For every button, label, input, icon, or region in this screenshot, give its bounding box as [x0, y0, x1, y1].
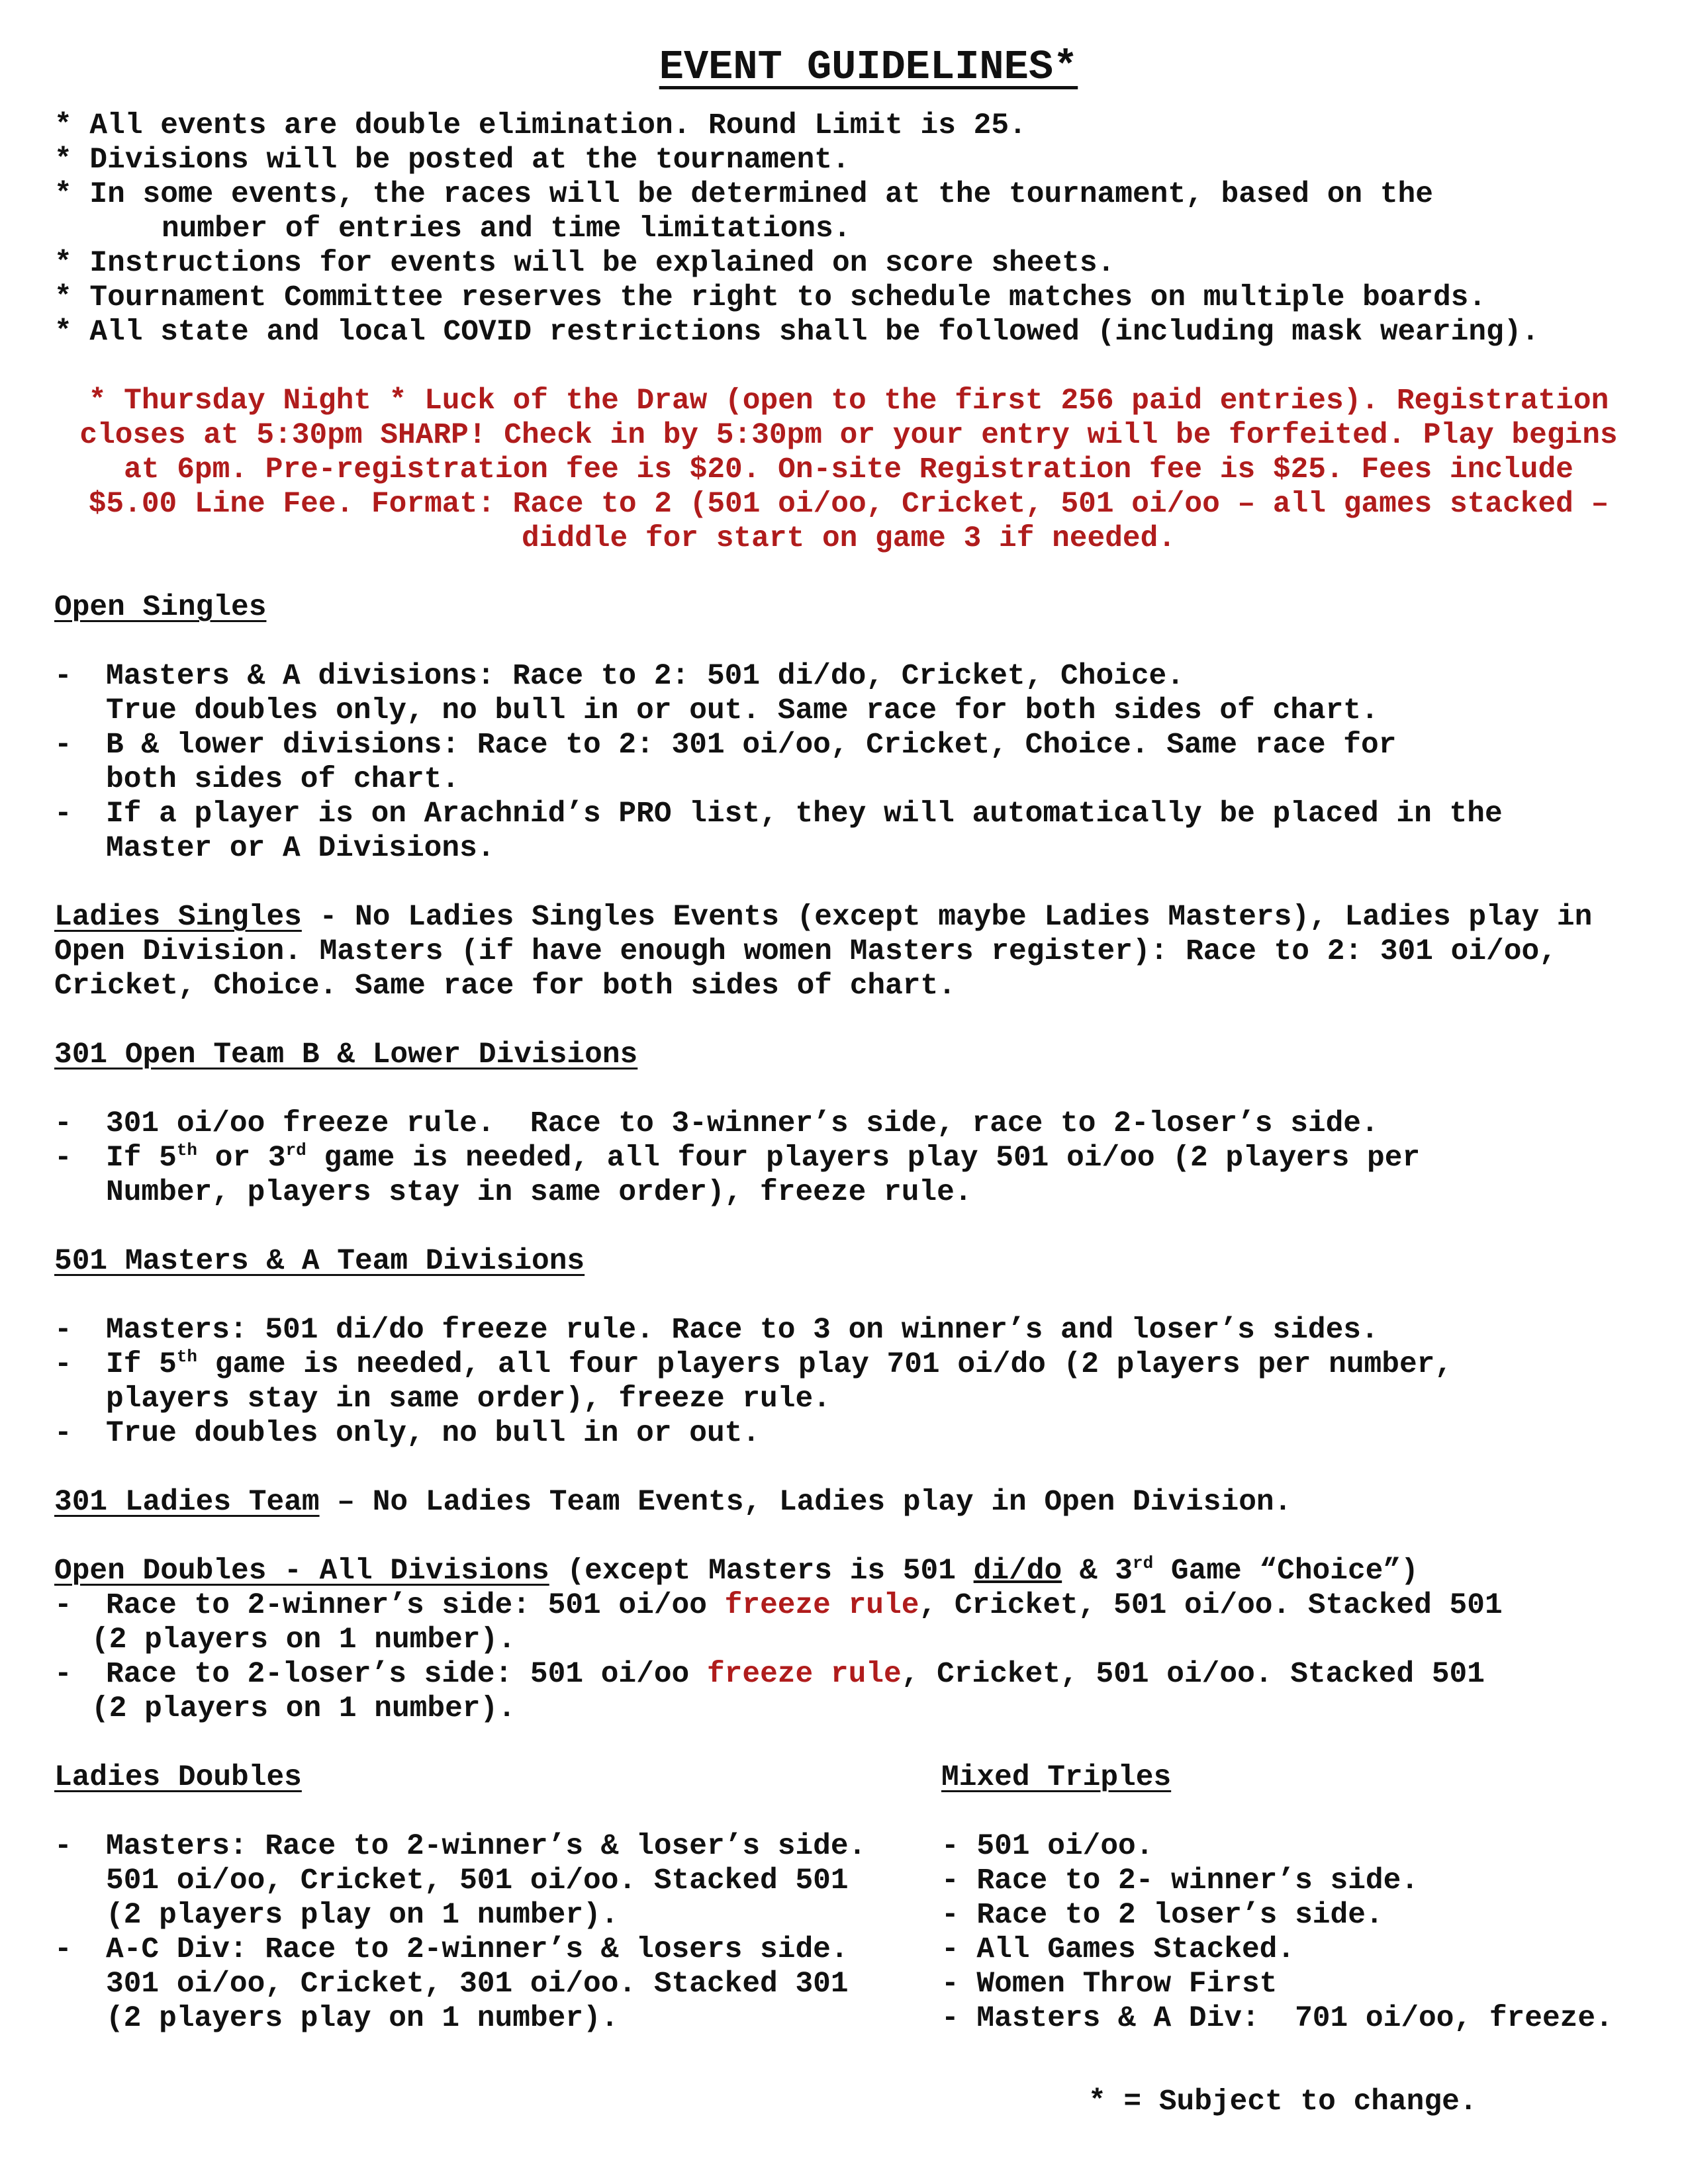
rule-item: - Race to 2-loser’s side: 501 oi/oo freeze rule, Cricket, 501 oi/oo. Stacked 501: [54, 1658, 1485, 1691]
rule-item: - B & lower divisions: Race to 2: 301 oi/oo, Cricket, Choice. Same race for: [54, 729, 1397, 762]
general-rule: * Instructions for events will be explained on score sheets.: [54, 247, 1115, 280]
rule-item-continued: players stay in same order), freeze rule.: [106, 1383, 831, 1416]
general-rule: * Tournament Committee reserves the right to schedule matches on multiple boards.: [54, 281, 1487, 314]
rule-item: - Race to 2 loser’s side.: [941, 1899, 1383, 1932]
section-heading: 501 Masters & A Team Divisions: [54, 1245, 585, 1278]
mixed-triples-section: [941, 1760, 1669, 2036]
rule-item: - Masters & A Div: 701 oi/oo, freeze.: [941, 2002, 1613, 2035]
general-rule: * In some events, the races will be determined at the tournament, based on the: [54, 178, 1433, 211]
rule-item-continued: 501 oi/oo, Cricket, 501 oi/oo. Stacked 501: [106, 1864, 849, 1897]
rule-item: - If 5th game is needed, all four players play 701 oi/do (2 players per number,: [54, 1347, 1453, 1381]
section-heading: Ladies Doubles: [54, 1761, 302, 1794]
ladies-team-301-section: 301 Ladies Team – No Ladies Team Events, Ladies play in Open Division.: [54, 1486, 1292, 1519]
masters-team-501-section: [54, 1244, 1643, 1451]
rule-item: - True doubles only, no bull in or out.: [54, 1417, 761, 1450]
open-doubles-section: Open Doubles - All Divisions (except Masters is 501 di/do & 3rd Game “Choice”) - Race to 2-winner’s side: 501 oi/oo freeze rule, Cricket, 501 oi/oo. Stacked 501 (2 players on 1 number). - Race to 2-loser’s side: 501 oi/oo freeze rule, Cricket, 501 oi/oo. Stacked 501 (2 players on 1 number).: [54, 1554, 1643, 1726]
rule-item-continued: (2 players play on 1 number).: [106, 1899, 619, 1932]
ladies-singles-section: Ladies Singles - No Ladies Singles Events (except maybe Ladies Masters), Ladies play in Open Division. Masters (if have enough women Masters register): Race to 2: 301 oi/oo, Cricket, Choice. Same race for both sides of chart.: [54, 901, 1593, 1003]
thursday-night-notice: [54, 384, 1643, 556]
section-heading: 301 Open Team B & Lower Divisions: [54, 1038, 638, 1071]
rule-item-continued: Master or A Divisions.: [106, 832, 495, 865]
rule-item-continued: (2 players play on 1 number).: [106, 2002, 619, 2035]
rule-item-continued: (2 players on 1 number).: [91, 1692, 516, 1725]
rule-item-continued: Number, players stay in same order), freeze rule.: [106, 1176, 972, 1209]
open-team-301-section: [54, 1038, 1643, 1210]
guidelines-page: [54, 41, 1643, 2105]
subject-to-change-footnote: * = Subject to change.: [1088, 2085, 1477, 2118]
section-heading: Mixed Triples: [941, 1761, 1172, 1794]
rule-item: - Masters: 501 di/do freeze rule. Race to 3 on winner’s and loser’s sides.: [54, 1314, 1379, 1347]
notice-line: * Thursday Night * Luck of the Draw (open to the first 256 paid entries). Registration: [88, 385, 1609, 418]
rule-item: - Race to 2-winner’s side: 501 oi/oo freeze rule, Cricket, 501 oi/oo. Stacked 501: [54, 1589, 1503, 1622]
rule-item: - Race to 2- winner’s side.: [941, 1864, 1419, 1897]
rule-item: - A-C Div: Race to 2-winner’s & losers side.: [54, 1933, 849, 1966]
rule-item: - Women Throw First: [941, 1968, 1278, 2001]
general-rule: * All state and local COVID restrictions shall be followed (including mask wearing).: [54, 316, 1540, 349]
rule-item: - All Games Stacked.: [941, 1933, 1295, 1966]
general-rule: * Divisions will be posted at the tournament.: [54, 144, 850, 177]
rule-item: - Masters: Race to 2-winner’s & loser’s side.: [54, 1830, 867, 1863]
general-rules: [54, 109, 1643, 349]
rule-item-continued: True doubles only, no bull in or out. Same race for both sides of chart.: [106, 694, 1379, 727]
open-singles-section: [54, 590, 1643, 866]
ladies-doubles-section: [54, 1760, 941, 2036]
section-heading: Open Singles: [54, 591, 267, 624]
general-rule: * All events are double elimination. Round Limit is 25.: [54, 109, 1027, 142]
bottom-columns: [54, 1760, 1643, 2105]
notice-line: closes at 5:30pm SHARP! Check in by 5:30pm or your entry will be forfeited. Play begins: [79, 419, 1618, 452]
rule-item: - 501 oi/oo.: [941, 1830, 1154, 1863]
rule-item: - If 5th or 3rd game is needed, all four players play 501 oi/oo (2 players per: [54, 1140, 1421, 1175]
rule-item: - 301 oi/oo freeze rule. Race to 3-winner’s side, race to 2-loser’s side.: [54, 1107, 1379, 1140]
notice-line: diddle for start on game 3 if needed.: [521, 522, 1176, 555]
rule-item-continued: both sides of chart.: [106, 763, 460, 796]
section-heading: 301 Ladies Team: [54, 1486, 320, 1519]
rule-item: - Masters & A divisions: Race to 2: 501 di/do, Cricket, Choice.: [54, 660, 1184, 693]
notice-line: at 6pm. Pre-registration fee is $20. On-site Registration fee is $25. Fees include: [124, 453, 1573, 486]
general-rule-continued: number of entries and time limitations.: [162, 212, 851, 246]
section-heading: Ladies Singles: [54, 901, 302, 934]
section-heading: Open Doubles - All Divisions: [54, 1555, 549, 1588]
notice-line: $5.00 Line Fee. Format: Race to 2 (501 oi/oo, Cricket, 501 oi/oo – all games stacked –: [88, 488, 1609, 521]
page-title: EVENT GUIDELINES*: [659, 44, 1078, 91]
rule-item: - If a player is on Arachnid’s PRO list, they will automatically be placed in the: [54, 797, 1503, 831]
rule-item-continued: 301 oi/oo, Cricket, 301 oi/oo. Stacked 301: [106, 1968, 849, 2001]
rule-item-continued: (2 players on 1 number).: [91, 1623, 516, 1657]
